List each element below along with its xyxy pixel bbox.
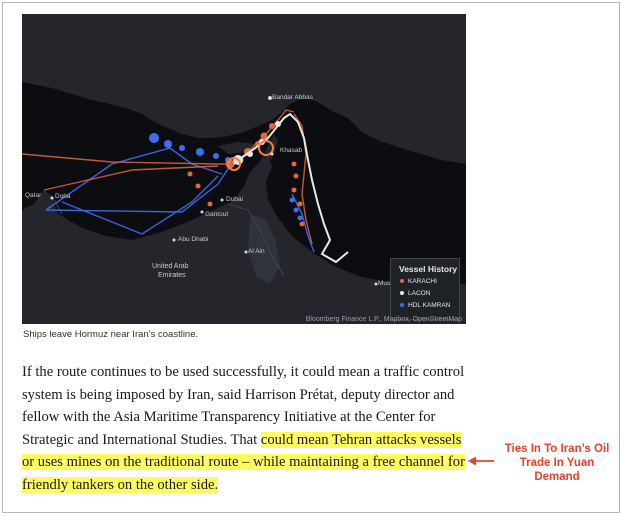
label-uae-line2: Emirates: [158, 272, 186, 279]
label-qatar: Qatar: [25, 192, 42, 199]
article-text: If the route continues to be used successfully, it could mean a traffic control system is being imposed by Iran, said Harrison Prétat, deputy director and fellow with the Asia Maritime Transparency Initiative at the Center for Strategic and International Studies. That: [22, 364, 465, 448]
label-al-ain: Al Ain: [248, 248, 265, 255]
legend-item-karachi: [400, 278, 437, 286]
legend-label: KARACHI: [408, 278, 437, 285]
label-doha: Doha: [55, 193, 71, 200]
legend-label: LACON: [408, 290, 431, 297]
label-uae-line1: United Arab: [152, 263, 189, 270]
label-bandar-abbas: Bandar Abbas: [272, 94, 313, 101]
legend-title: Vessel History: [399, 264, 458, 274]
legend-swatch-hdl-kamran: [400, 303, 404, 307]
legend-swatch-karachi: [400, 279, 404, 283]
label-abu-dhabi: Abu Dhabi: [178, 236, 209, 243]
label-khasab: Khasab: [280, 147, 303, 154]
arrow-left-icon: [468, 455, 496, 467]
highlighted-text: could mean Tehran attacks vessels or uses mines on the traditional route – while maintaining a free channel for friendly tankers on the other side.: [22, 431, 465, 493]
legend-swatch-lacon: [400, 291, 404, 295]
legend-item-hdl-kamran: [400, 302, 450, 310]
land-iran: [22, 14, 466, 164]
legend-item-lacon: [400, 290, 430, 298]
annotation-note: Ties In To Iran’s Oil Trade In Yuan Demand: [504, 443, 610, 483]
map-credit: Bloomberg Finance L.P., Mapbox, OpenStreetMap: [305, 316, 462, 323]
label-dubai: Dubai: [226, 196, 243, 203]
vessel-tracking-map: [22, 14, 466, 324]
map-legend: [390, 258, 460, 320]
label-muscat: Mus: [378, 280, 391, 287]
label-gantout: Gantout: [205, 211, 229, 218]
figure-caption: Ships leave Hormuz near Iran’s coastline.: [23, 329, 199, 340]
article-paragraph: [22, 361, 472, 496]
legend-label: HDL KAMRAN: [408, 302, 451, 309]
